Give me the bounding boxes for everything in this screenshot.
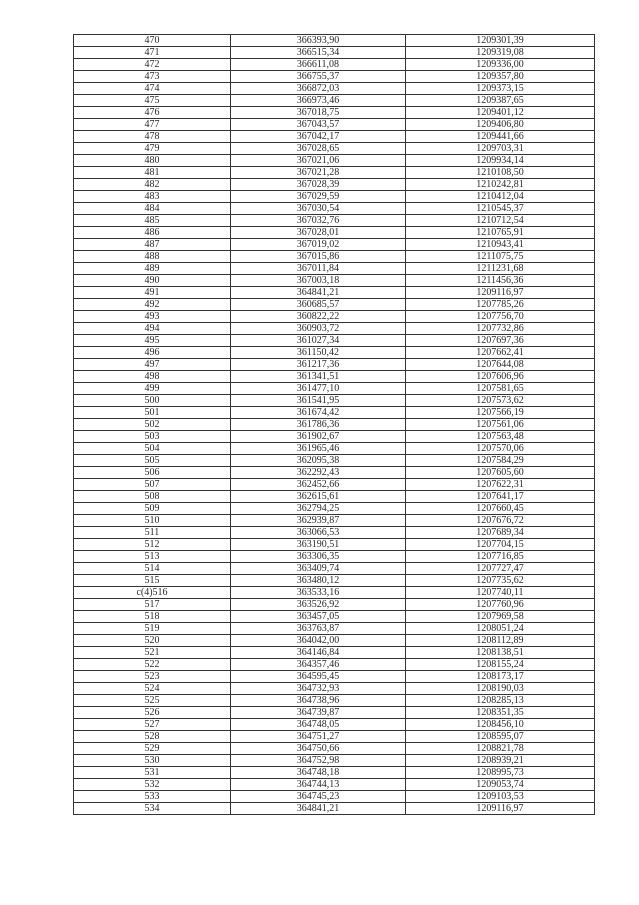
point-number-cell: 518 [74,611,231,623]
table-row [74,395,595,407]
y-coordinate-cell: 1208595,07 [406,731,595,743]
table-row [74,287,595,299]
point-number-cell: 498 [74,371,231,383]
x-coordinate-cell: 367003,18 [231,275,406,287]
table-row [74,791,595,803]
x-coordinate-cell: 367028,39 [231,179,406,191]
y-coordinate-cell: 1207561,06 [406,419,595,431]
x-coordinate-cell: 364357,46 [231,659,406,671]
table-row [74,359,595,371]
table-row [74,683,595,695]
point-number-cell: 521 [74,647,231,659]
y-coordinate-cell: 1209319,08 [406,47,595,59]
y-coordinate-cell: 1207622,31 [406,479,595,491]
table-row [74,323,595,335]
x-coordinate-cell: 367018,75 [231,107,406,119]
y-coordinate-cell: 1209703,31 [406,143,595,155]
y-coordinate-cell: 1207584,29 [406,455,595,467]
y-coordinate-cell: 1207704,15 [406,539,595,551]
x-coordinate-cell: 362452,66 [231,479,406,491]
x-coordinate-cell: 367021,28 [231,167,406,179]
y-coordinate-cell: 1207660,45 [406,503,595,515]
y-coordinate-cell: 1207689,34 [406,527,595,539]
table-row [74,515,595,527]
table-row [74,179,595,191]
point-number-cell: 531 [74,767,231,779]
table-row [74,491,595,503]
y-coordinate-cell: 1210108,50 [406,167,595,179]
y-coordinate-cell: 1207662,41 [406,347,595,359]
y-coordinate-cell: 1208190,03 [406,683,595,695]
point-number-cell: 510 [74,515,231,527]
point-number-cell: 470 [74,35,231,47]
table-row [74,443,595,455]
point-number-cell: 483 [74,191,231,203]
point-number-cell: 513 [74,551,231,563]
x-coordinate-cell: 367032,76 [231,215,406,227]
x-coordinate-cell: 364748,18 [231,767,406,779]
x-coordinate-cell: 362939,87 [231,515,406,527]
y-coordinate-cell: 1207735,62 [406,575,595,587]
point-number-cell: 511 [74,527,231,539]
y-coordinate-cell: 1207732,86 [406,323,595,335]
point-number-cell: 504 [74,443,231,455]
table-row [74,119,595,131]
y-coordinate-cell: 1207676,72 [406,515,595,527]
y-coordinate-cell: 1207573,62 [406,395,595,407]
y-coordinate-cell: 1208138,51 [406,647,595,659]
point-number-cell: 515 [74,575,231,587]
table-row [74,575,595,587]
y-coordinate-cell: 1208112,89 [406,635,595,647]
y-coordinate-cell: 1207760,96 [406,599,595,611]
y-coordinate-cell: 1207740,11 [406,587,595,599]
x-coordinate-cell: 364748,05 [231,719,406,731]
table-row [74,455,595,467]
point-number-cell: 524 [74,683,231,695]
y-coordinate-cell: 1209357,80 [406,71,595,83]
x-coordinate-cell: 366611,08 [231,59,406,71]
point-number-cell: 488 [74,251,231,263]
point-number-cell: 489 [74,263,231,275]
table-row [74,143,595,155]
point-number-cell: 493 [74,311,231,323]
table-row [74,251,595,263]
table-row [74,335,595,347]
point-number-cell: 509 [74,503,231,515]
y-coordinate-cell: 1211456,36 [406,275,595,287]
point-number-cell: 502 [74,419,231,431]
table-row [74,539,595,551]
point-number-cell: 528 [74,731,231,743]
point-number-cell: 505 [74,455,231,467]
table-row [74,203,595,215]
y-coordinate-cell: 1208173,17 [406,671,595,683]
x-coordinate-cell: 366973,46 [231,95,406,107]
y-coordinate-cell: 1207727,47 [406,563,595,575]
y-coordinate-cell: 1207606,96 [406,371,595,383]
x-coordinate-cell: 361217,36 [231,359,406,371]
table-row [74,83,595,95]
y-coordinate-cell: 1209103,53 [406,791,595,803]
point-number-cell: 506 [74,467,231,479]
point-number-cell: 519 [74,623,231,635]
point-number-cell: 485 [74,215,231,227]
x-coordinate-cell: 360903,72 [231,323,406,335]
y-coordinate-cell: 1209401,12 [406,107,595,119]
x-coordinate-cell: 364745,23 [231,791,406,803]
x-coordinate-cell: 363457,05 [231,611,406,623]
table-row [74,347,595,359]
point-number-cell: 476 [74,107,231,119]
table-row [74,191,595,203]
y-coordinate-cell: 1208285,13 [406,695,595,707]
table-row [74,695,595,707]
x-coordinate-cell: 367019,02 [231,239,406,251]
x-coordinate-cell: 361965,46 [231,443,406,455]
table-row [74,755,595,767]
point-number-cell: 530 [74,755,231,767]
point-number-cell: 526 [74,707,231,719]
x-coordinate-cell: 364751,27 [231,731,406,743]
point-number-cell: 471 [74,47,231,59]
table-row [74,479,595,491]
x-coordinate-cell: 364744,13 [231,779,406,791]
table-row [74,647,595,659]
x-coordinate-cell: 364752,98 [231,755,406,767]
table-row [74,707,595,719]
table-row [74,227,595,239]
table-row [74,419,595,431]
point-number-cell: 481 [74,167,231,179]
point-number-cell: 532 [74,779,231,791]
y-coordinate-cell: 1207756,70 [406,311,595,323]
point-number-cell: 529 [74,743,231,755]
y-coordinate-cell: 1208821,78 [406,743,595,755]
x-coordinate-cell: 361341,51 [231,371,406,383]
x-coordinate-cell: 361477,10 [231,383,406,395]
point-number-cell: 492 [74,299,231,311]
point-number-cell: 533 [74,791,231,803]
x-coordinate-cell: 363306,35 [231,551,406,563]
table-row [74,803,595,815]
x-coordinate-cell: 363066,53 [231,527,406,539]
x-coordinate-cell: 361027,34 [231,335,406,347]
table-row [74,35,595,47]
y-coordinate-cell: 1210712,54 [406,215,595,227]
table-row [74,563,595,575]
x-coordinate-cell: 364750,66 [231,743,406,755]
point-number-cell: 507 [74,479,231,491]
x-coordinate-cell: 366393,90 [231,35,406,47]
y-coordinate-cell: 1209387,65 [406,95,595,107]
point-number-cell: 517 [74,599,231,611]
point-number-cell: 495 [74,335,231,347]
point-number-cell: 514 [74,563,231,575]
y-coordinate-cell: 1211075,75 [406,251,595,263]
table-row [74,467,595,479]
table-row [74,719,595,731]
x-coordinate-cell: 367028,01 [231,227,406,239]
point-number-cell: 527 [74,719,231,731]
table-row [74,71,595,83]
x-coordinate-cell: 367015,86 [231,251,406,263]
x-coordinate-cell: 363763,87 [231,623,406,635]
y-coordinate-cell: 1209053,74 [406,779,595,791]
y-coordinate-cell: 1210943,41 [406,239,595,251]
table-row [74,527,595,539]
point-number-cell: 520 [74,635,231,647]
table-row [74,107,595,119]
y-coordinate-cell: 1207563,48 [406,431,595,443]
x-coordinate-cell: 363526,92 [231,599,406,611]
y-coordinate-cell: 1209934,14 [406,155,595,167]
point-number-cell: 499 [74,383,231,395]
table-row [74,779,595,791]
x-coordinate-cell: 364146,84 [231,647,406,659]
y-coordinate-cell: 1207566,19 [406,407,595,419]
table-row [74,743,595,755]
coordinate-table [73,34,595,815]
y-coordinate-cell: 1210545,37 [406,203,595,215]
table-row [74,299,595,311]
table-row [74,311,595,323]
point-number-cell: 503 [74,431,231,443]
table-row [74,587,595,599]
x-coordinate-cell: 367042,17 [231,131,406,143]
x-coordinate-cell: 364738,96 [231,695,406,707]
point-number-cell: 525 [74,695,231,707]
table-row [74,599,595,611]
point-number-cell: 482 [74,179,231,191]
point-number-cell: 472 [74,59,231,71]
table-row [74,371,595,383]
y-coordinate-cell: 1207570,06 [406,443,595,455]
x-coordinate-cell: 367029,59 [231,191,406,203]
table-row [74,383,595,395]
x-coordinate-cell: 360685,57 [231,299,406,311]
x-coordinate-cell: 364732,93 [231,683,406,695]
y-coordinate-cell: 1208155,24 [406,659,595,671]
point-number-cell: 491 [74,287,231,299]
y-coordinate-cell: 1207969,58 [406,611,595,623]
table-row [74,47,595,59]
x-coordinate-cell: 364841,21 [231,287,406,299]
point-number-cell: 522 [74,659,231,671]
x-coordinate-cell: 366872,03 [231,83,406,95]
y-coordinate-cell: 1208456,10 [406,719,595,731]
x-coordinate-cell: 366755,37 [231,71,406,83]
point-number-cell: 534 [74,803,231,815]
y-coordinate-cell: 1209116,97 [406,287,595,299]
table-row [74,623,595,635]
y-coordinate-cell: 1211231,68 [406,263,595,275]
table-row [74,95,595,107]
point-number-cell: 473 [74,71,231,83]
y-coordinate-cell: 1209441,66 [406,131,595,143]
x-coordinate-cell: 366515,34 [231,47,406,59]
coordinate-table-body [74,35,595,815]
table-row [74,671,595,683]
point-number-cell: 494 [74,323,231,335]
x-coordinate-cell: 362292,43 [231,467,406,479]
point-number-cell: 490 [74,275,231,287]
x-coordinate-cell: 363409,74 [231,563,406,575]
y-coordinate-cell: 1207605,60 [406,467,595,479]
table-row [74,155,595,167]
table-row [74,431,595,443]
x-coordinate-cell: 364042,00 [231,635,406,647]
x-coordinate-cell: 361150,42 [231,347,406,359]
y-coordinate-cell: 1209301,39 [406,35,595,47]
table-row [74,611,595,623]
point-number-cell: 523 [74,671,231,683]
point-number-cell: 486 [74,227,231,239]
x-coordinate-cell: 362095,38 [231,455,406,467]
table-row [74,767,595,779]
point-number-cell: 479 [74,143,231,155]
y-coordinate-cell: 1207581,65 [406,383,595,395]
table-row [74,167,595,179]
table-row [74,59,595,71]
y-coordinate-cell: 1209336,00 [406,59,595,71]
x-coordinate-cell: 361786,36 [231,419,406,431]
point-number-cell: 496 [74,347,231,359]
table-row [74,131,595,143]
table-row [74,407,595,419]
y-coordinate-cell: 1210242,81 [406,179,595,191]
point-number-cell: 508 [74,491,231,503]
x-coordinate-cell: 362615,61 [231,491,406,503]
x-coordinate-cell: 361902,67 [231,431,406,443]
point-number-cell: 474 [74,83,231,95]
y-coordinate-cell: 1209116,97 [406,803,595,815]
y-coordinate-cell: 1210412,04 [406,191,595,203]
table-row [74,215,595,227]
y-coordinate-cell: 1208995,73 [406,767,595,779]
point-number-cell: 475 [74,95,231,107]
x-coordinate-cell: 363533,16 [231,587,406,599]
point-number-cell: 512 [74,539,231,551]
point-number-cell: c(4)516 [74,587,231,599]
x-coordinate-cell: 367011,84 [231,263,406,275]
x-coordinate-cell: 367028,65 [231,143,406,155]
table-row [74,635,595,647]
table-row [74,551,595,563]
y-coordinate-cell: 1207716,85 [406,551,595,563]
table-row [74,275,595,287]
point-number-cell: 484 [74,203,231,215]
x-coordinate-cell: 363190,51 [231,539,406,551]
x-coordinate-cell: 364739,87 [231,707,406,719]
y-coordinate-cell: 1208939,21 [406,755,595,767]
table-row [74,731,595,743]
y-coordinate-cell: 1210765,91 [406,227,595,239]
point-number-cell: 487 [74,239,231,251]
y-coordinate-cell: 1208351,35 [406,707,595,719]
x-coordinate-cell: 363480,12 [231,575,406,587]
y-coordinate-cell: 1207697,36 [406,335,595,347]
y-coordinate-cell: 1207644,08 [406,359,595,371]
y-coordinate-cell: 1207641,17 [406,491,595,503]
y-coordinate-cell: 1208051,24 [406,623,595,635]
y-coordinate-cell: 1207785,26 [406,299,595,311]
x-coordinate-cell: 361674,42 [231,407,406,419]
table-row [74,659,595,671]
x-coordinate-cell: 364841,21 [231,803,406,815]
x-coordinate-cell: 364595,45 [231,671,406,683]
x-coordinate-cell: 361541,95 [231,395,406,407]
x-coordinate-cell: 367030,54 [231,203,406,215]
point-number-cell: 480 [74,155,231,167]
point-number-cell: 497 [74,359,231,371]
table-row [74,263,595,275]
x-coordinate-cell: 367021,06 [231,155,406,167]
x-coordinate-cell: 362794,25 [231,503,406,515]
table-row [74,239,595,251]
y-coordinate-cell: 1209406,80 [406,119,595,131]
table-row [74,503,595,515]
x-coordinate-cell: 367043,57 [231,119,406,131]
point-number-cell: 477 [74,119,231,131]
point-number-cell: 478 [74,131,231,143]
x-coordinate-cell: 360822,22 [231,311,406,323]
point-number-cell: 501 [74,407,231,419]
y-coordinate-cell: 1209373,15 [406,83,595,95]
point-number-cell: 500 [74,395,231,407]
